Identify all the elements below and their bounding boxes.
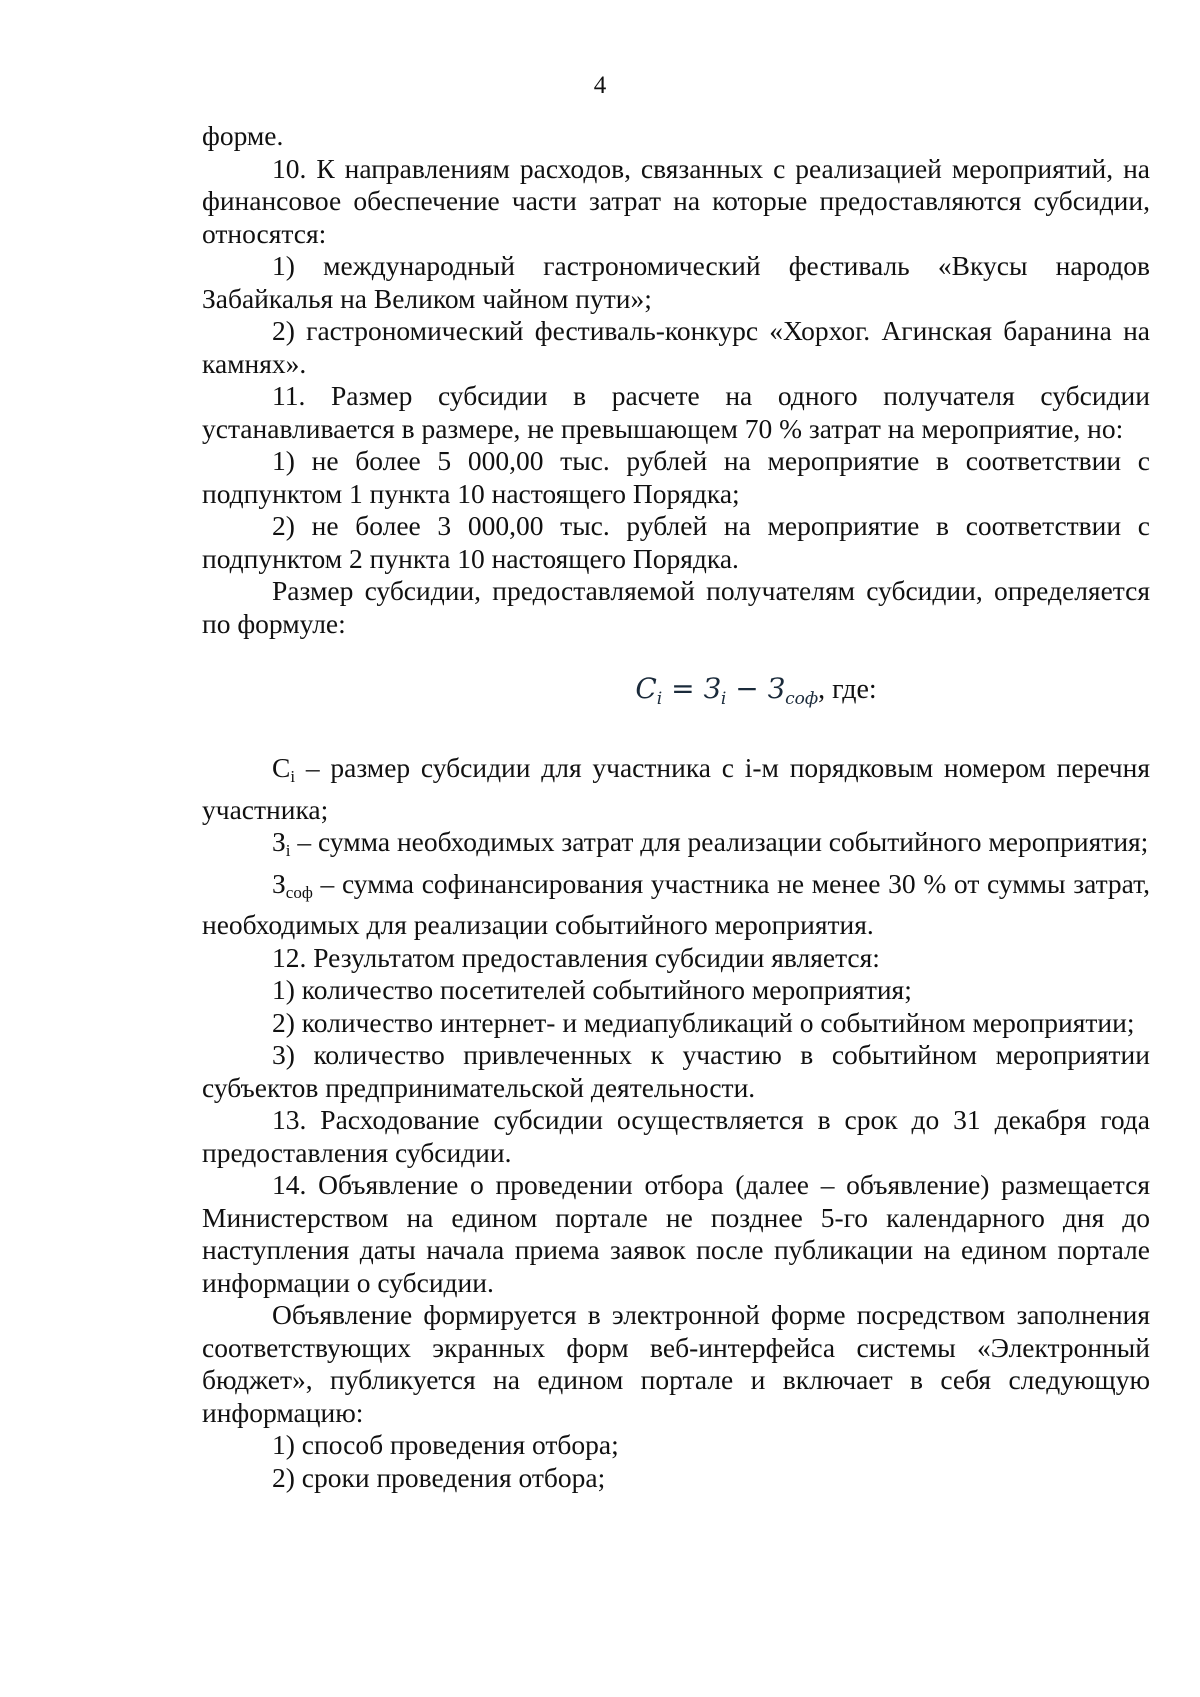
paragraph-announcement-1: 1) способ проведения отбора; [272, 1429, 619, 1460]
paragraph-announcement: Объявление формируется в электронной форме посредством заполнения соответствующих экранных форм веб-интерфейса системы «Электронный бюджет», публикуется на едином портале и включает в себя следующую информацию: [202, 1299, 1150, 1428]
formula-term-cofinancing: $З_{соф}$ [767, 672, 819, 709]
paragraph-item-11-1: 1) не более 5 000,00 тыс. рублей на мероприятие в соответствии с подпунктом 1 пункта 10 настоящего Порядка; [202, 445, 1150, 509]
definition-ci: Сi – размер субсидии для участника с i-м порядковым номером перечня участника; [202, 752, 1150, 825]
formula-equals: = [662, 672, 704, 705]
paragraph-item-13: 13. Расходование субсидии осуществляется в срок до 31 декабря года предоставления субсидии. [202, 1104, 1150, 1168]
formula-minus: − [726, 672, 768, 705]
paragraph-item-12: 12. Результатом предоставления субсидии является: [272, 941, 880, 973]
paragraph-item-11-2: 2) не более 3 000,00 тыс. рублей на мероприятие в соответствии с подпунктом 2 пункта 10 настоящего Порядка. [202, 510, 1150, 574]
paragraph-announcement-2: 2) сроки проведения отбора; [272, 1461, 606, 1493]
paragraph-item-12-3: 3) количество привлеченных к участию в событийном мероприятии субъектов предпринимательской деятельности. [202, 1039, 1150, 1103]
formula-lhs: $C_i$ [635, 672, 663, 709]
paragraph-formula-intro: Размер субсидии, предоставляемой получателям субсидии, определяется по формуле: [202, 575, 1150, 639]
paragraph-item-11: 11. Размер субсидии в расчете на одного получателя субсидии устанавливается в размере, не превышающем 70 % затрат на мероприятие, но: [202, 380, 1150, 444]
formula-term-costs: $З_i$ [703, 672, 727, 709]
paragraph-continuation: форме. [202, 120, 284, 151]
paragraph-item-10-1: 1) международный гастрономический фестиваль «Вкусы народов Забайкалья на Великом чайном пути»; [202, 250, 1150, 314]
definition-zi: Зi – сумма необходимых затрат для реализации событийного мероприятия; [272, 826, 1149, 860]
paragraph-item-14: 14. Объявление о проведении отбора (далее – объявление) размещается Министерством на едином портале не позднее 5-го календарного дня до наступления даты начала приема заявок после публикации на едином портале информации о субсидии. [202, 1169, 1150, 1298]
definition-zsof: Зсоф – сумма софинансирования участника не менее 30 % от суммы затрат, необходимых для реализации событийного мероприятия. [202, 867, 1150, 940]
document-body [202, 120, 1150, 1494]
page-number: 4 [593, 72, 607, 99]
paragraph-item-12-2: 2) количество интернет- и медиапубликаций о событийном мероприятии; [272, 1006, 1135, 1038]
subsidy-formula [202, 670, 1150, 718]
paragraph-item-10: 10. К направлениям расходов, связанных с реализацией мероприятий, на финансовое обеспечение части затрат на которые предоставляются субсидии, относятся: [202, 152, 1150, 249]
formula-tail: , где: [818, 674, 877, 705]
paragraph-item-12-1: 1) количество посетителей событийного мероприятия; [272, 974, 912, 1005]
paragraph-item-10-2: 2) гастрономический фестиваль-конкурс «Хорхог. Агинская баранина на камнях». [202, 315, 1150, 379]
